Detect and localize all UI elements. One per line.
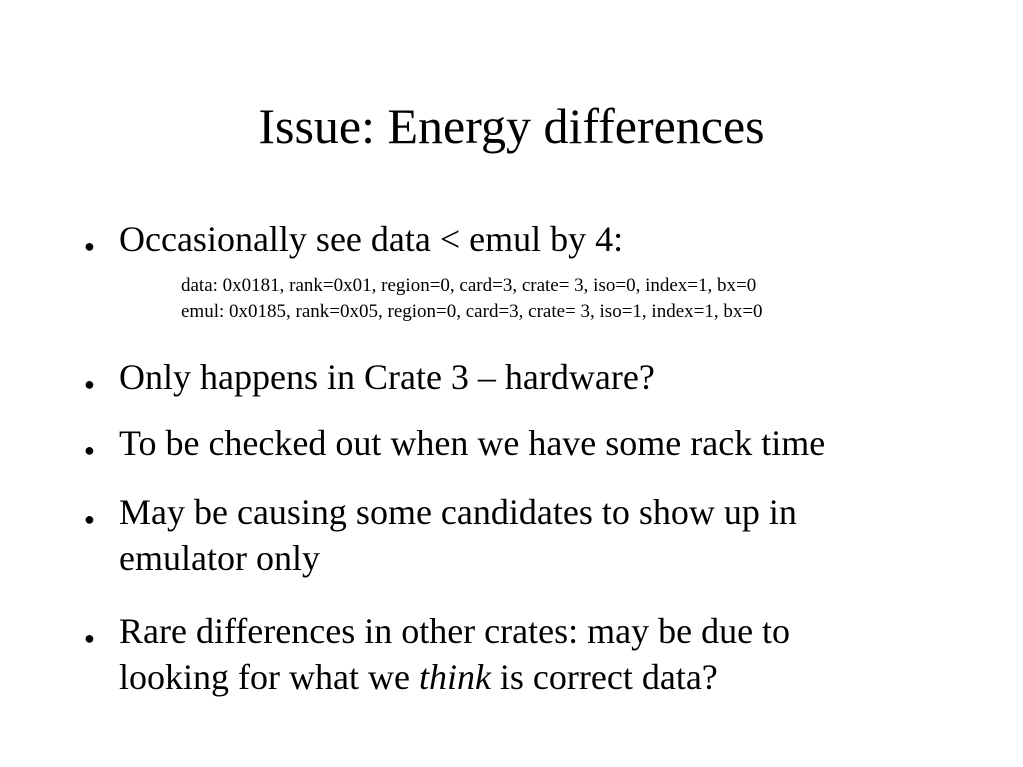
bullet-text bbox=[119, 216, 999, 262]
bullet-text-line: Rare differences in other crates: may be due to bbox=[119, 611, 791, 651]
bullet-text-line bbox=[119, 654, 999, 700]
bullet-text bbox=[119, 420, 999, 466]
bullet-text bbox=[119, 608, 999, 700]
data-word-line: data: 0x0181, rank=0x01, region=0, card=3, crate= 3, iso=0, index=1, bx=0 bbox=[181, 275, 757, 296]
bullet-dot-icon: ● bbox=[84, 509, 95, 529]
bullet-text bbox=[119, 354, 999, 400]
bullet-dot-icon: ● bbox=[84, 440, 95, 460]
emul-word-line: emul: 0x0185, rank=0x05, region=0, card=3, crate= 3, iso=1, index=1, bx=0 bbox=[181, 301, 763, 322]
bullet-text-line: May be causing some candidates to show up in bbox=[119, 492, 797, 532]
bullet-text bbox=[119, 489, 999, 581]
bullet-text-line: Occasionally see data < emul by 4: bbox=[119, 219, 624, 259]
bullet-text-line: Only happens in Crate 3 – hardware? bbox=[119, 357, 655, 397]
bullet-text-line: emulator only bbox=[119, 538, 320, 578]
bullet-text-line: To be checked out when we have some rack time bbox=[119, 423, 826, 463]
bullet-dot-icon: ● bbox=[84, 374, 95, 394]
emphasized-word: think bbox=[418, 657, 491, 697]
text-segment: looking for what we bbox=[119, 657, 419, 697]
slide-title: Issue: Energy differences bbox=[258, 98, 765, 154]
bullet-dot-icon: ● bbox=[84, 628, 95, 648]
text-segment: is correct data? bbox=[490, 657, 718, 697]
bullet-dot-icon: ● bbox=[84, 236, 95, 256]
